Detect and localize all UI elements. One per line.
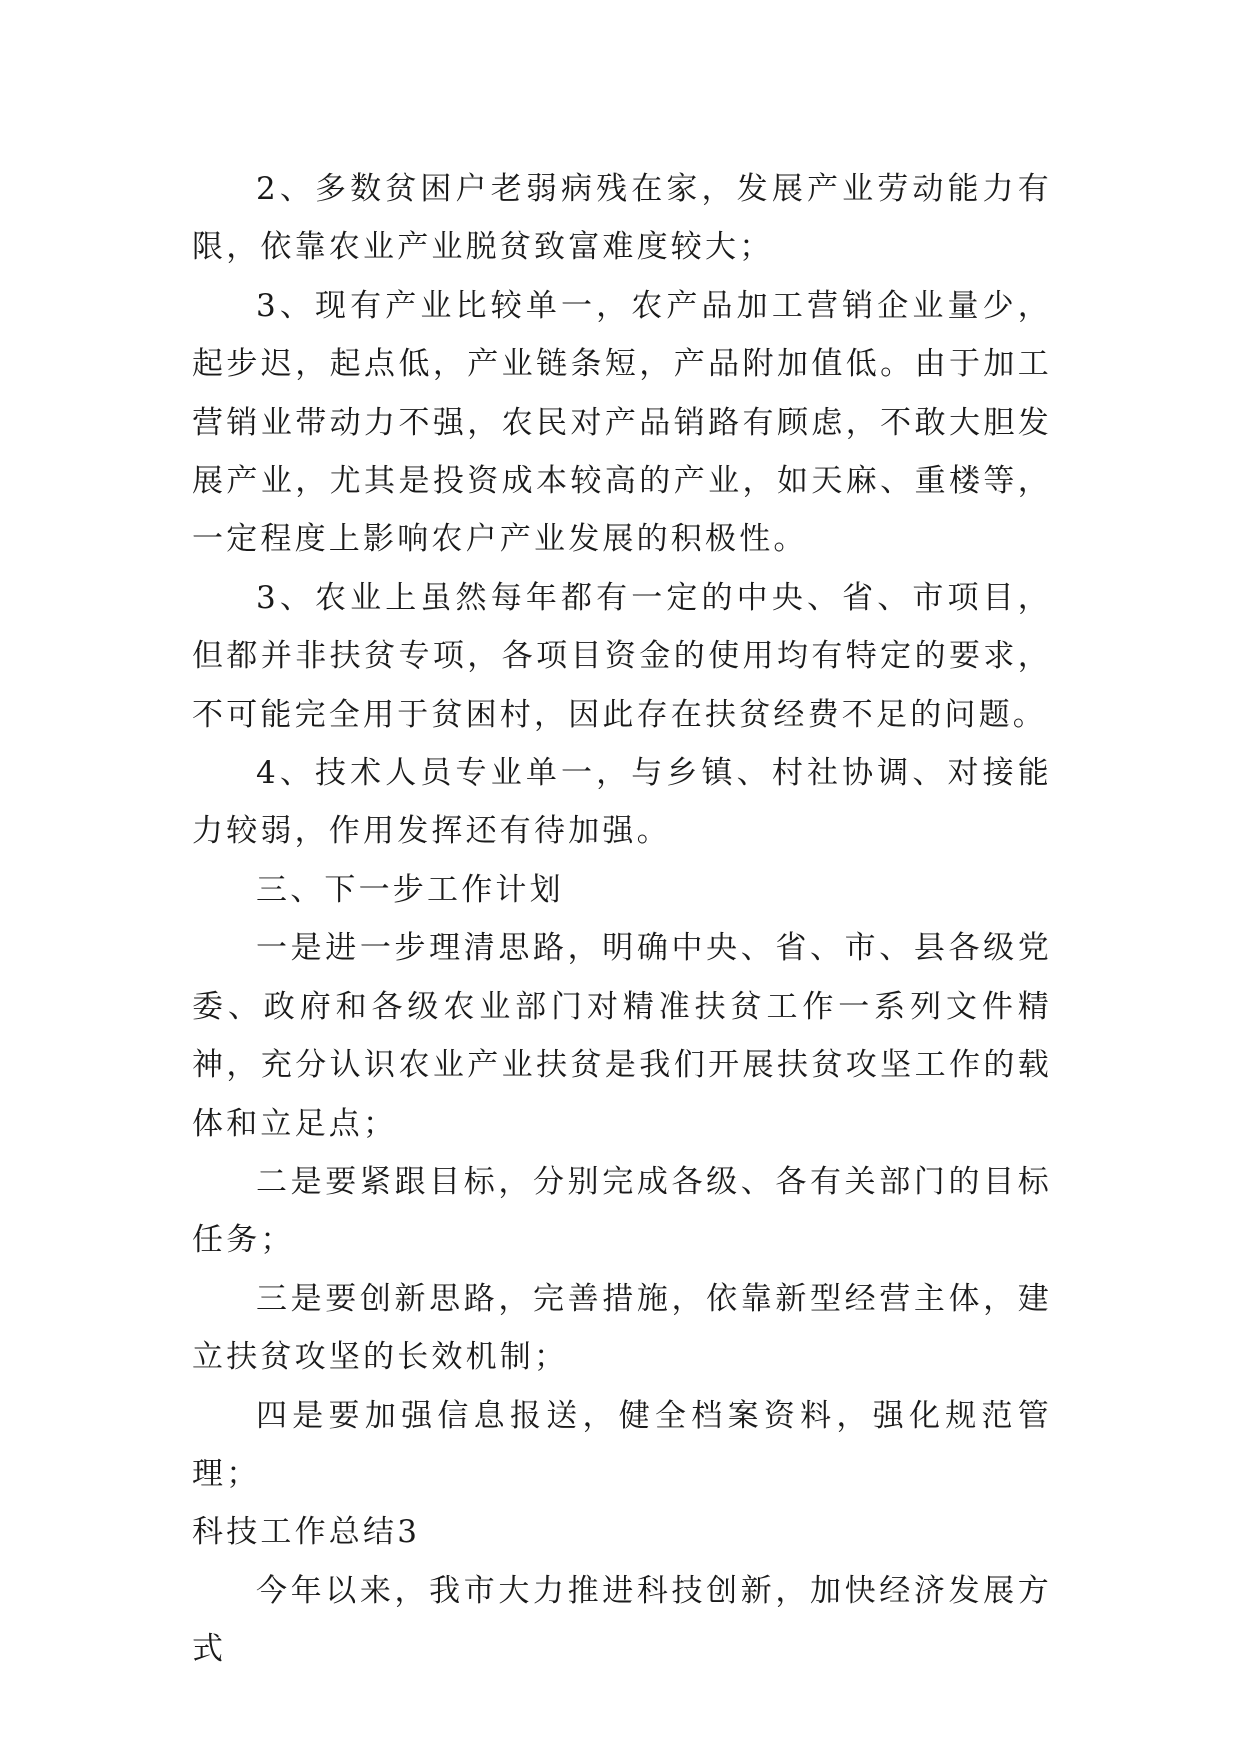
paragraph-1: 2、多数贫困户老弱病残在家，发展产业劳动能力有限，依靠农业产业脱贫致富难度较大； xyxy=(192,171,1052,266)
paragraph-3: 3、农业上虽然每年都有一定的中央、省、市项目，但都并非扶贫专项，各项目资金的使用均有特定的要求，不可能完全用于贫困村，因此存在扶贫经费不足的问题。 xyxy=(192,579,1052,733)
paragraph-8: 三是要创新思路，完善措施，依靠新型经营主体，建立扶贫攻坚的长效机制； xyxy=(192,1280,1052,1376)
paragraph-11: 今年以来，我市大力推进科技创新，加快经济发展方式 xyxy=(192,1572,1052,1668)
paragraph-6: 一是进一步理清思路，明确中央、省、市、县各级党委、政府和各级农业部门对精准扶贫工作一系列文件精神，充分认识农业产业扶贫是我们开展扶贫攻坚工作的载体和立足点； xyxy=(192,930,1052,1142)
paragraph-4: 4、技术人员专业单一，与乡镇、村社协调、对接能力较弱，作用发挥还有待加强。 xyxy=(192,755,1052,850)
paragraph-9: 四是要加强信息报送，健全档案资料，强化规范管理； xyxy=(192,1397,1052,1492)
paragraph-2: 3、现有产业比较单一，农产品加工营销企业量少，起步迟，起点低，产业链条短，产品附加值低。由于加工营销业带动力不强，农民对产品销路有顾虑，不敢大胆发展产业，尤其是投资成本较高的产业，如天麻、重楼等，一定程度上影响农户产业发展的积极性。 xyxy=(192,287,1052,558)
article-title: 科技工作总结3 xyxy=(192,1514,421,1551)
paragraph-7: 二是要紧跟目标，分别完成各级、各有关部门的目标任务； xyxy=(192,1163,1052,1259)
document-page xyxy=(192,160,1052,1679)
section-heading: 三、下一步工作计划 xyxy=(256,871,564,908)
